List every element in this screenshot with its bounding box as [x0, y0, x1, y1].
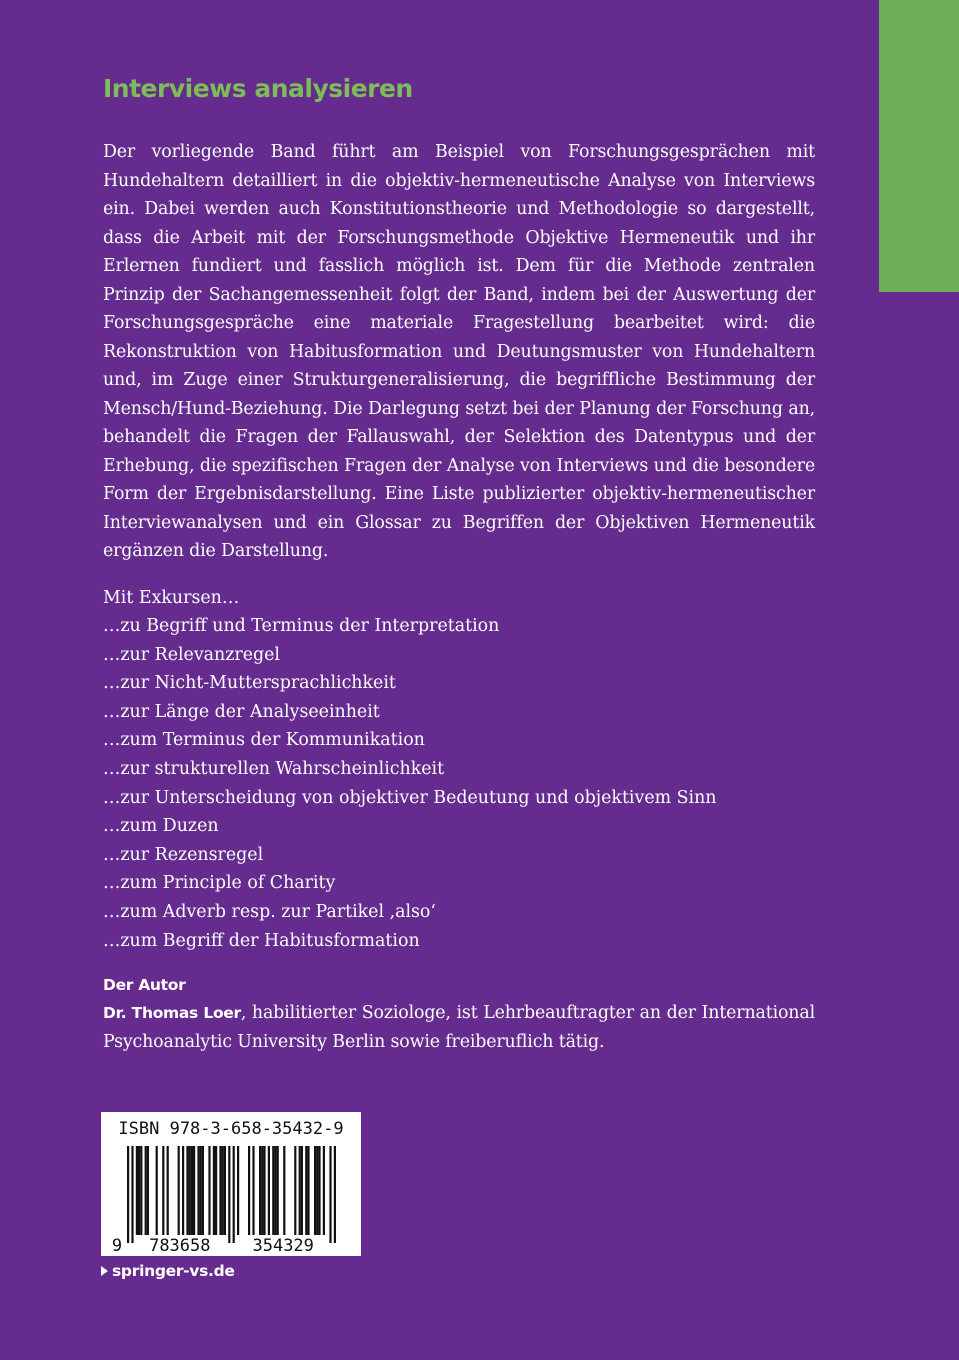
barcode-bar: [274, 1146, 276, 1235]
excursions-heading: Mit Exkursen…: [103, 587, 240, 608]
barcode-bar: [127, 1146, 129, 1243]
barcode-bar: [294, 1146, 296, 1235]
barcode-bar: [283, 1146, 285, 1235]
barcode-bar: [131, 1146, 133, 1243]
excursion-item: …zur strukturellen Wahrscheinlichkeit: [103, 759, 445, 780]
barcode-bar: [191, 1146, 193, 1235]
barcode-bar: [318, 1146, 320, 1235]
barcode-bar: [334, 1146, 336, 1243]
barcode-bar: [268, 1146, 270, 1235]
barcode-bar: [248, 1146, 250, 1235]
main-content: [103, 138, 815, 1056]
excursion-item: …zur Länge der Analyseeinheit: [103, 701, 380, 722]
excursion-item: …zum Adverb resp. zur Partikel ‚also‘: [103, 902, 436, 923]
author-section: [103, 971, 815, 1056]
publisher-link[interactable]: [101, 1262, 235, 1280]
barcode-bar: [186, 1146, 188, 1235]
excursion-item: …zur Nicht-Muttersprachlichkeit: [103, 673, 396, 694]
excursions-items: [103, 612, 815, 955]
author-heading: Der Autor: [103, 976, 186, 995]
barcode-bar: [136, 1146, 138, 1235]
green-accent-tab: [879, 0, 959, 292]
excursion-item: …zum Begriff der Habitusformation: [103, 930, 420, 951]
excursion-item: …zur Rezensregel: [103, 844, 264, 865]
barcode-bar: [162, 1146, 164, 1235]
barcode-bar: [263, 1146, 265, 1235]
barcode-bar: [213, 1146, 215, 1235]
book-title: Interviews analysieren: [103, 74, 413, 103]
barcode-bar: [228, 1146, 230, 1243]
excursion-item: …zum Principle of Charity: [103, 873, 336, 894]
excursions-list: [103, 584, 815, 956]
author-bio-text: , habilitierter Soziologe, ist Lehrbeauftragter an der International Psychoanalytic University Berlin sowie freiberuflich tätig.: [103, 1003, 815, 1052]
isbn-label: ISBN 978-3-658-35432-9: [118, 1119, 344, 1139]
isbn-barcode: [101, 1112, 361, 1256]
excursion-item: …zu Begriff und Terminus der Interpretation: [103, 616, 500, 637]
barcode-bar: [329, 1146, 331, 1243]
barcode-bar: [200, 1146, 202, 1235]
excursion-item: …zum Terminus der Kommunikation: [103, 730, 425, 751]
barcode-bar: [140, 1146, 142, 1235]
barcode-bar: [307, 1146, 309, 1235]
barcode-bar: [202, 1146, 204, 1235]
barcode-bar: [138, 1146, 140, 1235]
barcode-digits: 9: [111, 1236, 123, 1256]
barcode-bar: [272, 1146, 274, 1235]
barcode-bar: [261, 1146, 263, 1235]
author-name: Dr. Thomas Loer: [103, 1004, 241, 1023]
publisher-link-text: springer-vs.de: [112, 1262, 235, 1280]
author-bio: [103, 999, 815, 1056]
barcode-bar: [233, 1146, 235, 1243]
barcode-bar: [219, 1146, 221, 1235]
barcode-bar: [252, 1146, 254, 1235]
barcode-bar: [305, 1146, 307, 1235]
barcode-bar: [193, 1146, 195, 1235]
barcode-bar: [215, 1146, 217, 1235]
excursion-item: …zur Relevanzregel: [103, 644, 280, 665]
barcode-bar: [147, 1146, 149, 1235]
book-description: Der vorliegende Band führt am Beispiel von Forschungsgesprächen mit Hundehaltern detailliert in die objektiv-hermeneutische Analyse von Interviews ein. Dabei werden auch Konstitutionstheorie und Methodologie so dargestellt, dass die Arbeit mit der Forschungsmethode Objektive Hermeneutik und ihr Erlernen fundiert und fasslich möglich ist. Dem für die Methode zentralen Prinzip der Sachangemessenheit folgt der Band, indem bei der Auswertung der Forschungsgespräche eine materiale Fragestellung bearbeitet wird: die Rekonstruktion von Habitusformation und Deutungsmuster von Hundehaltern und, im Zuge einer Strukturgeneralisierung, die begriffliche Bestimmung der Mensch/Hund-Beziehung. Die Darlegung setzt bei der Planung der Forschung an, behandelt die Fragen der Fallauswahl, der Selektion des Datentypus und der Erhebung, die spezifischen Fragen der Analyse von Interviews und die besondere Form der Ergebnisdarstellung. Eine Liste publizierter objektiv-hermeneutischer Interviewanalysen und ein Glossar zu Begriffen der Objektiven Hermeneutik ergänzen die Darstellung.: [103, 142, 815, 561]
barcode-graphic: [101, 1112, 361, 1256]
excursion-item: …zum Duzen: [103, 816, 219, 837]
barcode-bar: [178, 1146, 180, 1235]
barcode-digits: 354329: [252, 1236, 314, 1256]
barcode-digits: 783658: [149, 1236, 211, 1256]
barcode-bar: [224, 1146, 226, 1235]
barcode-bar: [222, 1146, 224, 1235]
excursion-item: …zur Unterscheidung von objektiver Bedeutung und objektivem Sinn: [103, 787, 717, 808]
arrow-right-icon: [101, 1266, 108, 1276]
barcode-bar: [323, 1146, 325, 1235]
barcode-bar: [316, 1146, 318, 1235]
barcode-bar: [197, 1146, 199, 1235]
barcode-bar: [299, 1146, 301, 1235]
barcode-bar: [301, 1146, 303, 1235]
barcode-bar: [182, 1146, 184, 1235]
barcode-bar: [208, 1146, 210, 1235]
barcode-bar: [237, 1146, 239, 1235]
barcode-bar: [259, 1146, 261, 1235]
barcode-bar: [167, 1146, 169, 1235]
barcode-bar: [314, 1146, 316, 1235]
barcode-bar: [156, 1146, 158, 1235]
barcode-bar: [145, 1146, 147, 1235]
barcode-bar: [189, 1146, 191, 1235]
barcode-bar: [277, 1146, 279, 1235]
